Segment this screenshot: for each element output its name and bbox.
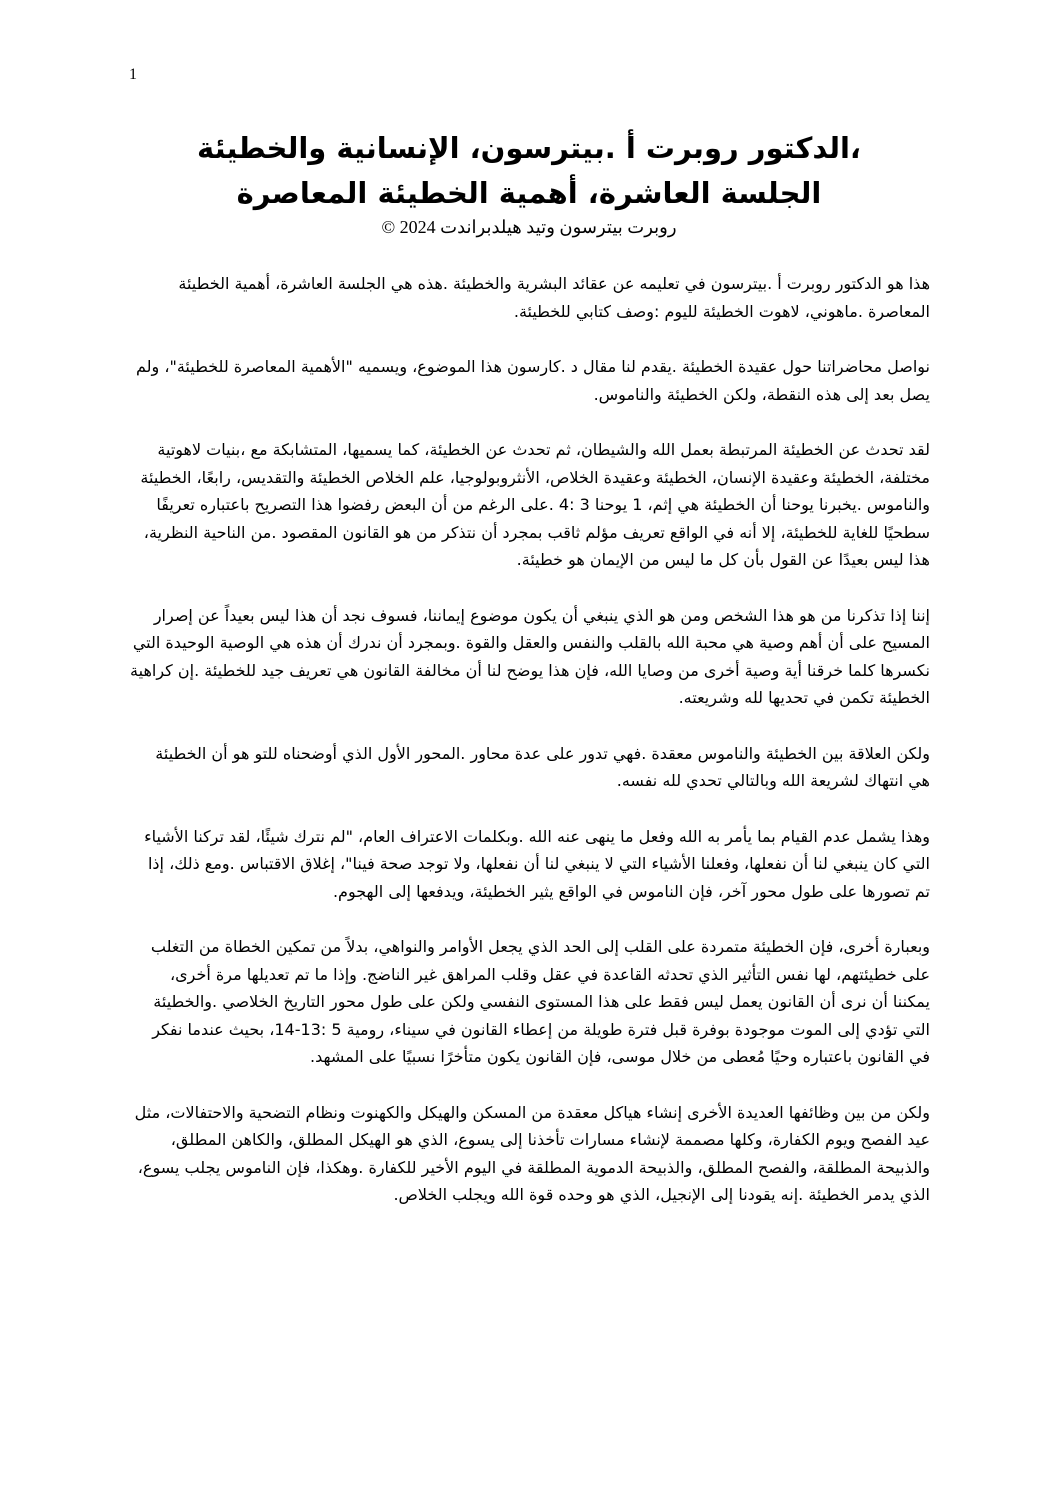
- page-number: 1: [129, 66, 137, 83]
- paragraph: هذا هو الدكتور روبرت أ .بيترسون في تعليمه عن عقائد البشرية والخطيئة .هذه هي الجلسة العاشرة، أهمية الخطيئة المعاصرة .ماهوني، لاهوت الخطيئة لليوم :وصف كتابي للخطيئة.: [178, 274, 930, 321]
- title-line-2: الجلسة العاشرة، أهمية الخطيئة المعاصرة: [236, 176, 822, 210]
- document-body: [130, 270, 930, 1237]
- document-header: [140, 126, 918, 238]
- paragraph: ولكن العلاقة بين الخطيئة والناموس معقدة .فهي تدور على عدة محاور .المحور الأول الذي أوضحناه للتو هو أن الخطيئة هي انتهاك لشريعة الله وبالتالي تحدي لله نفسه.: [155, 743, 930, 790]
- title-line-1: ،الدكتور روبرت أ .بيترسون، الإنسانية والخطيئة: [197, 131, 861, 165]
- paragraph: نواصل محاضراتنا حول عقيدة الخطيئة .يقدم لنا مقال د .كارسون هذا الموضوع، ويسميه "الأهمية المعاصرة للخطيئة"، ولم يصل بعد إلى هذه النقطة، ولكن الخطيئة والناموس.: [135, 357, 930, 404]
- paragraph: وبعبارة أخرى، فإن الخطيئة متمردة على القلب إلى الحد الذي يجعل الأوامر والنواهي، بدلاً من تمكين الخطاة من التغلب على خطيئتهم، لها نفس التأثير الذي تحدثه القاعدة في عقل وقلب المراهق غير الناضج. وإذا ما تم تعديلها مرة أخرى، يمكننا أن نرى أن القانون يعمل ليس فقط على هذا المستوى النفسي ولكن على طول محور التاريخ الخلاصي .والخطيئة التي تؤدي إلى الموت موجودة بوفرة قبل فترة طويلة من إعطاء القانون في سيناء، رومية 5 :13-14، بحيث عندما نفكر في القانون باعتباره وحيًا مُعطى من خلال موسى، فإن القانون يكون متأخرًا نسبيًا على المشهد.: [150, 937, 930, 1066]
- paragraph: ولكن من بين وظائفها العديدة الأخرى إنشاء هياكل معقدة من المسكن والهيكل والكهنوت ونظام التضحية والاحتفالات، مثل عيد الفصح ويوم الكفارة، وكلها مصممة لإنشاء مسارات تأخذنا إلى يسوع، الذي هو الهيكل المطلق، والكاهن المطلق، والذبيحة المطلقة، والفصح المطلق، والذبيحة الدموية المطلقة في اليوم الأخير للكفارة .وهكذا، فإن الناموس يجلب يسوع، الذي يدمر الخطيئة .إنه يقودنا إلى الإنجيل، الذي هو وحده قوة الله ويجلب الخلاص.: [134, 1102, 930, 1204]
- paragraph: إننا إذا تذكرنا من هو هذا الشخص ومن هو الذي ينبغي أن يكون موضوع إيماننا، فسوف نجد أن هذا ليس بعيداً عن إصرار المسيح على أن أهم وصية هي محبة الله بالقلب والنفس والعقل والقوة .وبمجرد أن ندرك أن هذه هي الوصية الوحيدة التي نكسرها كلما خرقنا أية وصية أخرى من وصايا الله، فإن هذا يوضح لنا أن مخالفة القانون هي تعريف جيد للخطيئة .إن كراهية الخطيئة تكمن في تحديها لله وشريعته.: [130, 605, 930, 707]
- paragraph: لقد تحدث عن الخطيئة المرتبطة بعمل الله والشيطان، ثم تحدث عن الخطيئة، كما يسميها، المتشابكة مع ،بنيات لاهوتية مختلفة، الخطيئة وعقيدة الإنسان، الخطيئة وعقيدة الخلاص، الأنثروبولوجيا، علم الخلاص الخطيئة والتقديس، رابعًا، الخطيئة والناموس .يخبرنا يوحنا أن الخطيئة هي إثم، 1 يوحنا 3 :4 .على الرغم من أن البعض رفضوا هذا التصريح باعتباره تعريفًا سطحيًا للغاية للخطيئة، إلا أنه في الواقع تعريف مؤلم ثاقب بمجرد أن نتذكر من هو القانون المقصود .من الناحية النظرية، هذا ليس بعيدًا عن القول بأن كل ما ليس من الإيمان هو خطيئة.: [140, 440, 930, 569]
- paragraph: وهذا يشمل عدم القيام بما يأمر به الله وفعل ما ينهى عنه الله .وبكلمات الاعتراف العام، "لم نترك شيئًا، لقد تركنا الأشياء التي كان ينبغي لنا أن نفعلها، وفعلنا الأشياء التي لا ينبغي لنا أن نفعلها، ولا توجد صحة فينا"، إغلاق الاقتباس .ومع ذلك، إذا تم تصورها على طول محور آخر، فإن الناموس في الواقع يثير الخطيئة، ويدفعها إلى الهجوم.: [144, 826, 930, 901]
- copyright-line: روبرت بيترسون وتيد هيلدبراندت 2024 ©: [381, 217, 677, 237]
